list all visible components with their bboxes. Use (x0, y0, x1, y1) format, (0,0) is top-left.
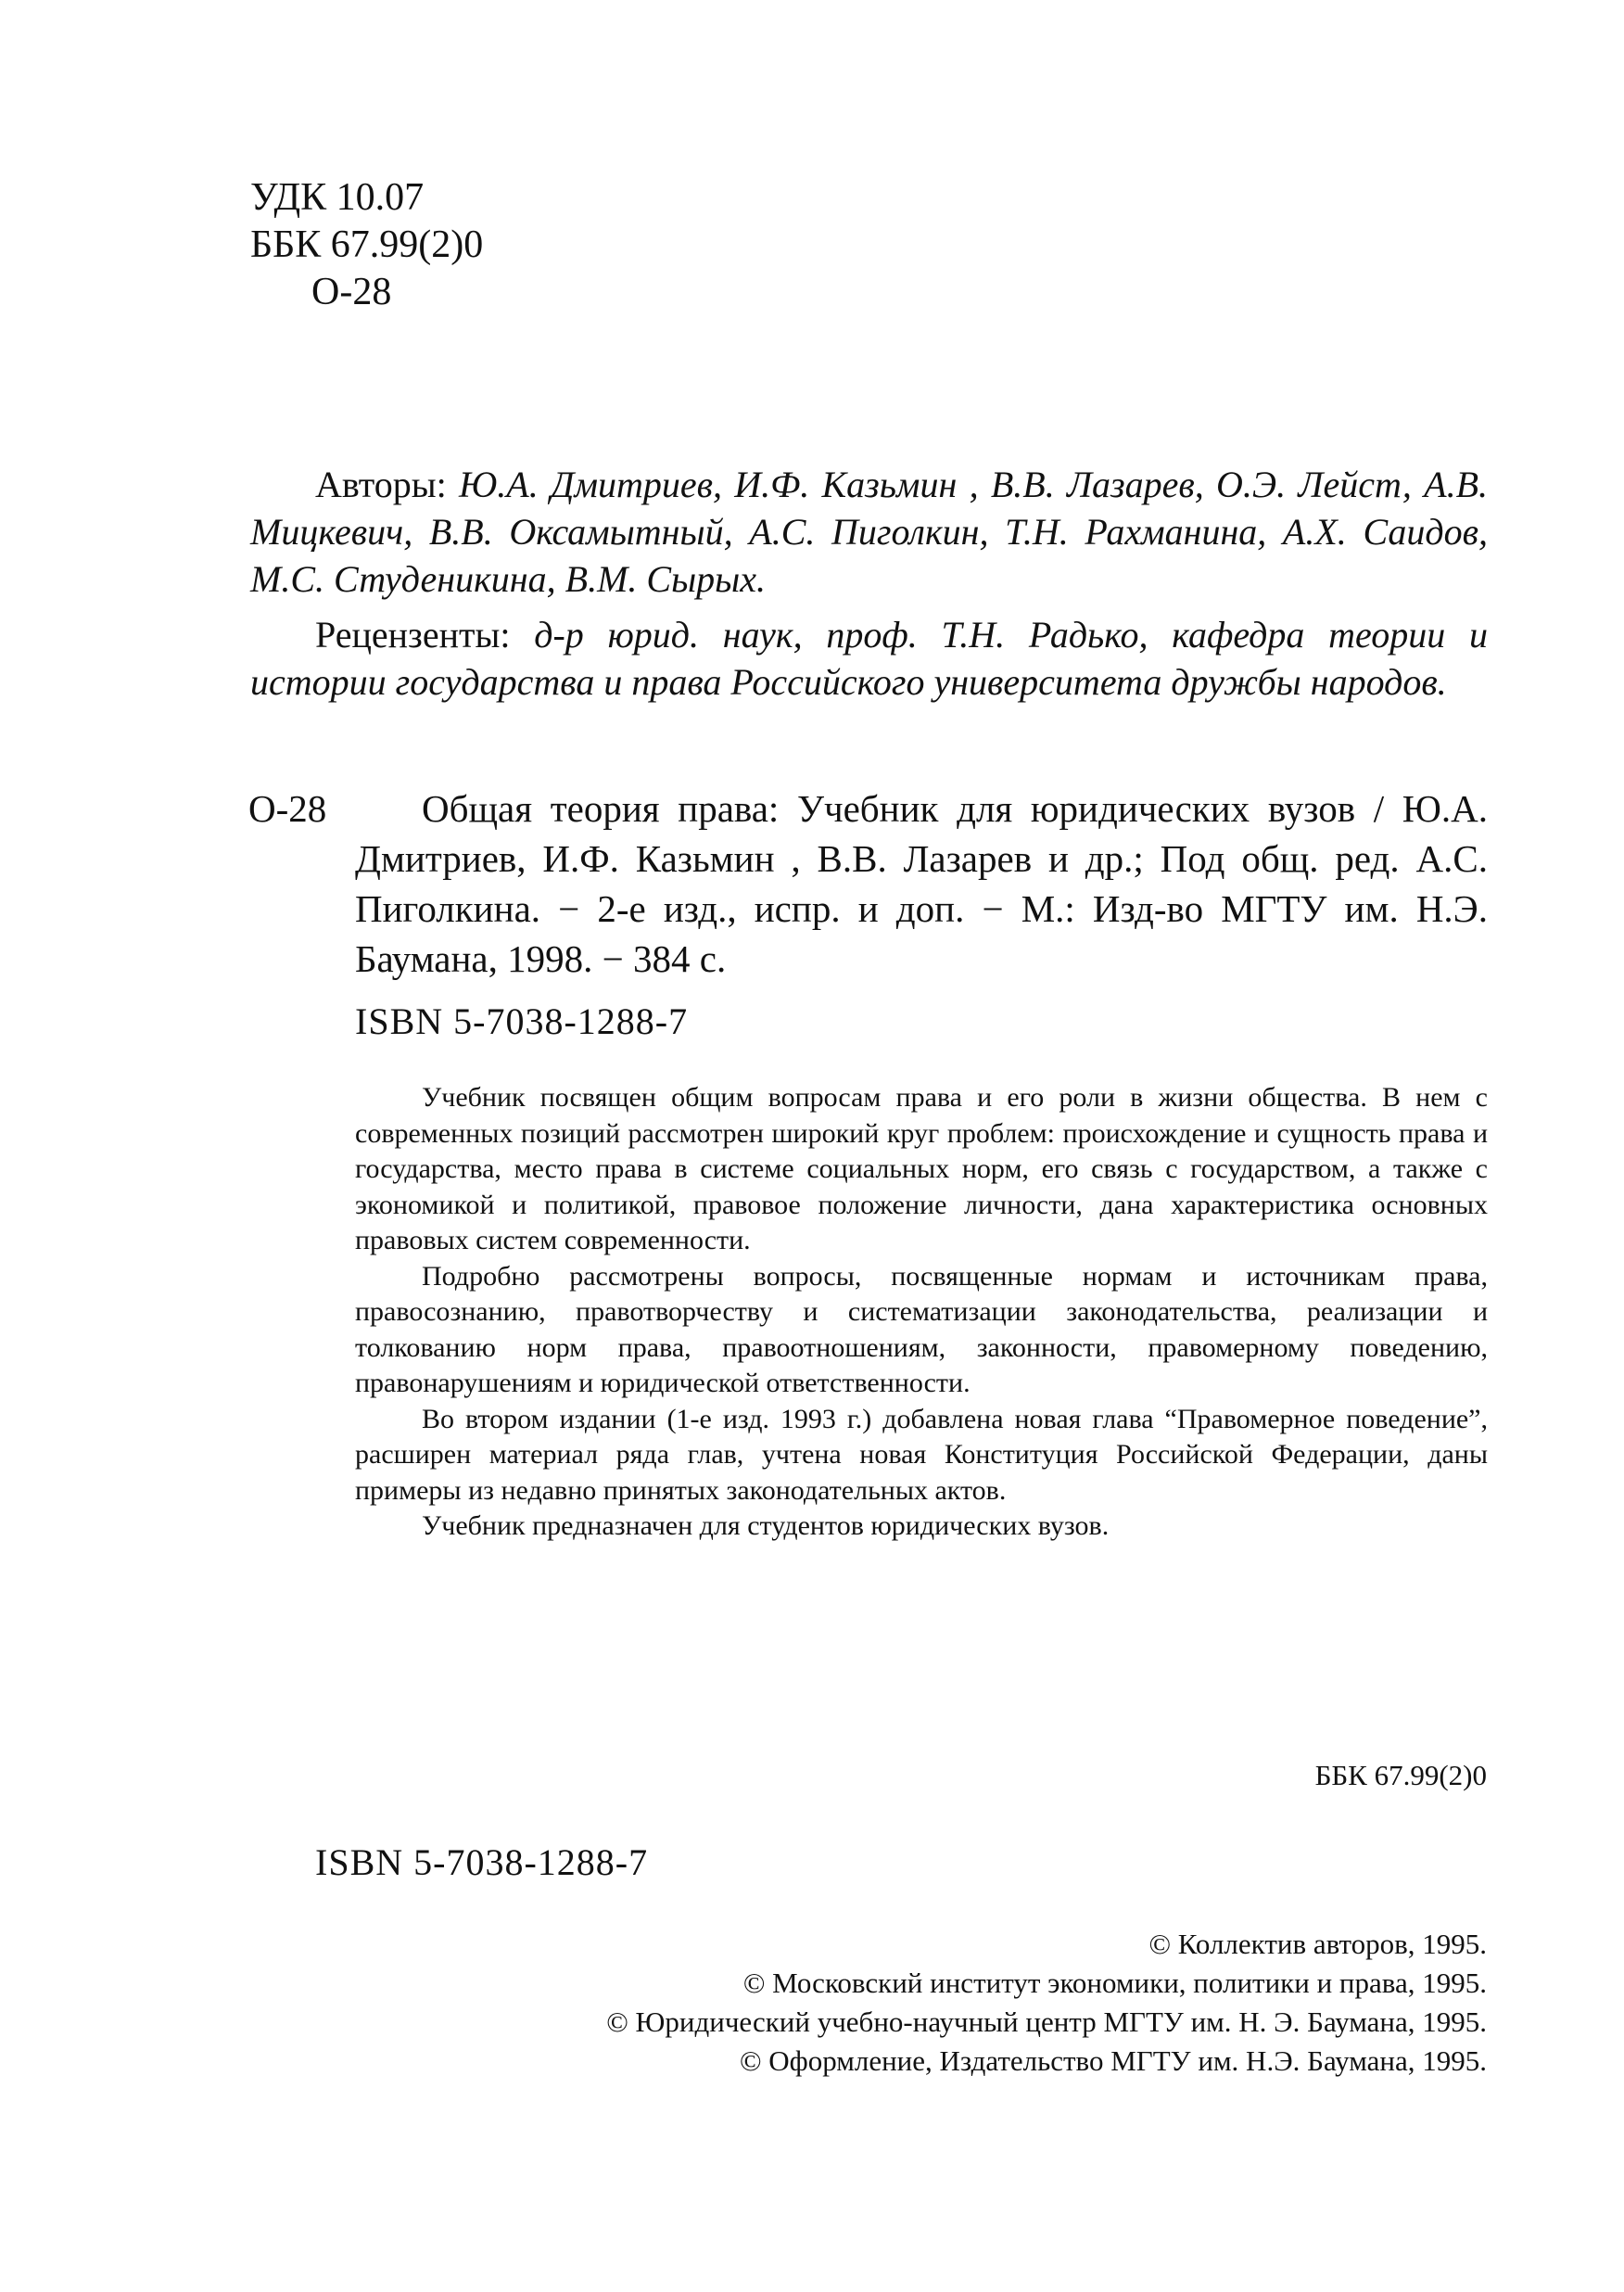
isbn-bottom: ISBN 5-7038-1288-7 (315, 1841, 649, 1883)
author-mark: О-28 (311, 271, 392, 313)
annotation-paragraph: Учебник посвящен общим вопросам права и его роли в жизни общества. В нем с современных позиций рассмотрен широкий круг проблем: происхождение и сущность права и государства, место права в системе социальных норм, его связь с государством, а также с экономикой и политикой, правовое положение личности, дана характеристика основных правовых систем современности. (355, 1082, 1488, 1255)
bibliographic-entry (248, 783, 1488, 984)
entry-description: Общая теория права: Учебник для юридических вузов / Ю.А. Дмитриев, И.Ф. Казьмин , В.В. Лазарев и др.; Под общ. ред. А.С. Пиголкина. − 2-е изд., испр. и доп. − М.: Изд-во МГТУ им. Н.Э. Баумана, 1998. − 384 с. (355, 787, 1488, 980)
reviewers-label: Рецензенты: (315, 614, 511, 656)
copyright-line: © Оформление, Издательство МГТУ им. Н.Э. Баумана, 1995. (739, 2044, 1487, 2077)
copyright-line: © Юридический учебно-научный центр МГТУ им. Н. Э. Баумана, 1995. (606, 2006, 1487, 2038)
authors-names: Ю.А. Дмитриев, И.Ф. Казьмин , В.В. Лазарев, О.Э. Лейст, А.В. Мицкевич, В.В. Оксамытный, А.С. Пиголкин, Т.Н. Рахманина, А.Х. Саидов, М.С. Студеникина, В.М. Сырых. (250, 464, 1489, 600)
isbn-top: ISBN 5-7038-1288-7 (355, 1000, 689, 1042)
copyright-line: © Московский институт экономики, политики и права, 1995. (742, 1967, 1487, 1999)
copyright-notices (606, 1925, 1487, 2081)
annotation-paragraph: Подробно рассмотрены вопросы, посвященные нормам и источникам права, правосознанию, правотворчеству и систематизации законодательства, реализации и толкованию норм права, правоотношениям, законности, правомерному поведению, правонарушениям и юридической ответственности. (355, 1260, 1488, 1398)
annotation-paragraph: Во втором издании (1-е изд. 1993 г.) добавлена новая глава “Правомерное поведение”, расширен материал ряда глав, учтена новая Конституция Российской Федерации, даны примеры из недавно принятых законодательных актов. (355, 1403, 1488, 1506)
reviewers-text: д-р юрид. наук, проф. Т.Н. Радько, кафедра теории и истории государства и права Российского университета дружбы народов. (250, 614, 1488, 703)
bbk-code: ББК 67.99(2)0 (250, 223, 484, 266)
authors-paragraph (250, 461, 1488, 603)
annotation (355, 1080, 1488, 1545)
copyright-line: © Коллектив авторов, 1995. (1148, 1928, 1487, 1960)
bbk-bottom: ББК 67.99(2)0 (1314, 1759, 1487, 1791)
entry-code: О-28 (248, 787, 327, 830)
annotation-paragraph: Учебник предназначен для студентов юридических вузов. (422, 1510, 1110, 1541)
reviewers-paragraph (250, 611, 1488, 706)
authors-label: Авторы: (315, 464, 447, 505)
classification-codes (250, 174, 483, 316)
udk-code: УДК 10.07 (250, 176, 425, 219)
